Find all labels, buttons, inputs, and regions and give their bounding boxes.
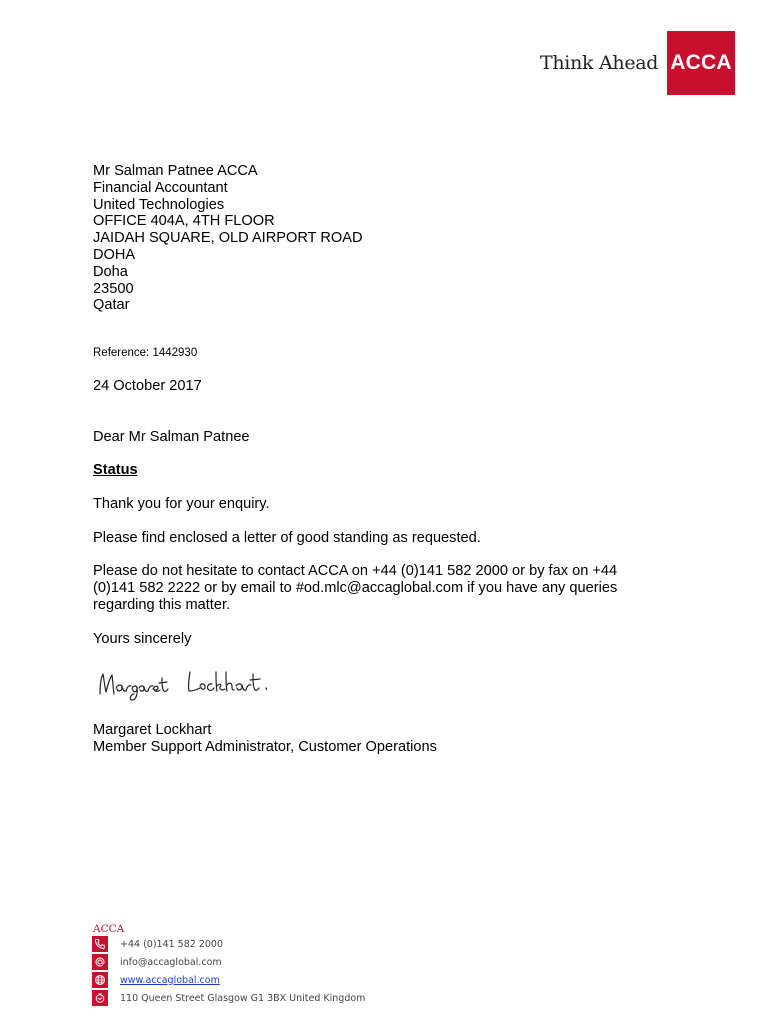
footer-phone-row: [92, 936, 223, 952]
paragraph-2: Please find enclosed a letter of good standing as requested.: [93, 530, 481, 546]
closing: Yours sincerely: [93, 631, 192, 647]
recipient-country: Qatar: [93, 297, 130, 314]
signatory-title: Member Support Administrator, Customer Operations: [93, 739, 437, 755]
recipient-address-line-1: OFFICE 404A, 4TH FLOOR: [93, 213, 275, 230]
paragraph-3: Please do not hesitate to contact ACCA on +44 (0)141 582 2000 or by fax on +44 (0)141 582 2222 or by email to #od.mlc@accaglobal.com if you have any queries regarding this matter.: [93, 563, 618, 613]
recipient-address: [93, 163, 363, 314]
recipient-postcode: 23500: [93, 280, 134, 297]
footer-brand: ACCA: [93, 923, 125, 935]
recipient-position: Financial Accountant: [93, 179, 228, 196]
location-icon: [92, 990, 108, 1006]
recipient-address-line-2: JAIDAH SQUARE, OLD AIRPORT ROAD: [93, 230, 363, 247]
recipient-name: Mr Salman Patnee ACCA: [93, 163, 258, 179]
globe-icon: [92, 972, 108, 988]
footer-email[interactable]: info@accaglobal.com: [120, 956, 222, 968]
reference: Reference: 1442930: [93, 347, 198, 359]
recipient-company: United Technologies: [93, 196, 225, 213]
footer-address-row: [92, 990, 365, 1006]
footer-website-row: [92, 972, 220, 988]
footer-address: 110 Queen Street Glasgow G1 3BX United Kingdom: [120, 992, 366, 1004]
salutation: Dear Mr Salman Patnee: [93, 429, 250, 445]
footer-website-link[interactable]: www.accaglobal.com: [120, 974, 220, 986]
letter-date: 24 October 2017: [93, 378, 202, 394]
tagline: Think Ahead: [540, 52, 659, 74]
footer-email-row: [92, 954, 222, 970]
recipient-city: Doha: [93, 263, 128, 280]
phone-icon: [92, 936, 108, 952]
acca-logo: [667, 31, 735, 95]
at-icon: [92, 954, 108, 970]
footer-phone: +44 (0)141 582 2000: [120, 938, 224, 950]
paragraph-1: Thank you for your enquiry.: [93, 496, 270, 512]
logo-text: ACCA: [670, 51, 732, 74]
signature-image: [92, 664, 292, 704]
subject-heading: Status: [93, 462, 138, 478]
recipient-city-upper: DOHA: [93, 246, 136, 263]
signatory-name: Margaret Lockhart: [93, 722, 212, 738]
